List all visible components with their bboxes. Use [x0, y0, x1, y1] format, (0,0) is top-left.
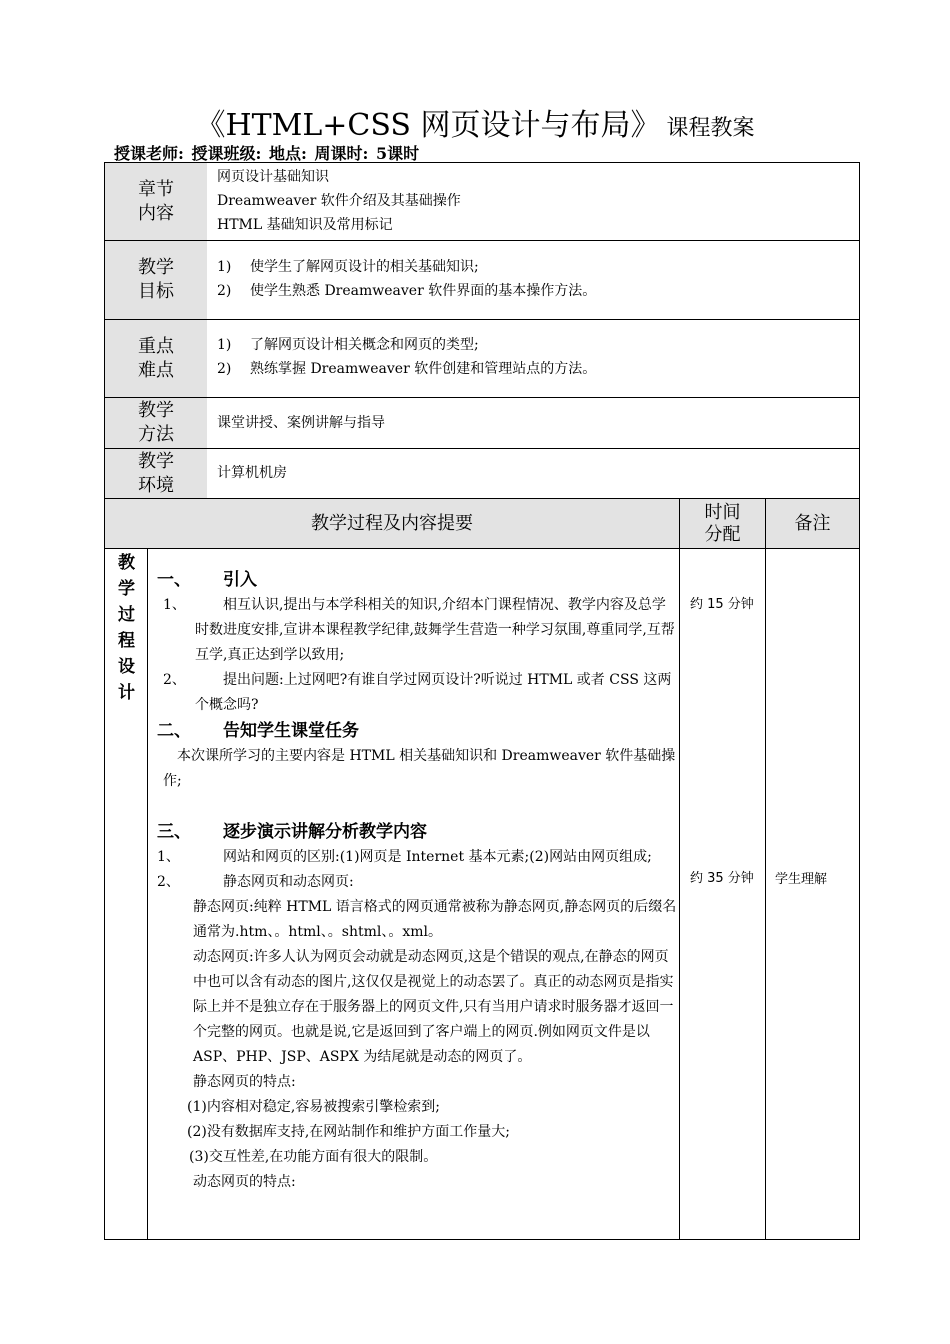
dynamic-features-title: 动态网页的特点: — [193, 1174, 296, 1190]
env-label: 教学 环境 — [105, 449, 207, 498]
process-body — [157, 567, 677, 1195]
static-feature-1: (1)内容相对稳定,容易被搜索引擎检索到; — [187, 1099, 440, 1115]
section-task: 二、 告知学生课堂任务 — [157, 721, 359, 741]
note-header: 备注 — [766, 499, 859, 548]
document-title — [0, 100, 950, 144]
demo-item-2: 2、 静态网页和动态网页: — [157, 874, 354, 890]
time-header: 时间 分配 — [680, 499, 765, 548]
goal-content: 1) 使学生了解网页设计的相关基础知识; 2) 使学生熟悉 Dreamweaver 软件界面的基本操作方法。 — [217, 259, 597, 299]
demo-item-1: 1、 网站和网页的区别:(1)网页是 Internet 基本元素;(2)网站由网页组成; — [157, 849, 652, 865]
title-main: 《HTML+CSS 网页设计与布局》 — [195, 108, 661, 143]
key-label: 重点 难点 — [105, 320, 207, 397]
key-content: 1) 了解网页设计相关概念和网页的类型; 2) 熟练掌握 Dreamweaver 软件创建和管理站点的方法。 — [217, 337, 597, 377]
static-definition: 静态网页:纯粹 HTML 语言格式的网页通常被称为静态网页,静态网页的后缀名通常为.htm、。html、。shtml、。xml。 — [193, 899, 677, 940]
static-features-title: 静态网页的特点: — [193, 1074, 296, 1090]
teacher-label: 授课老师: — [114, 144, 184, 163]
method-label: 教学 方法 — [105, 398, 207, 448]
course-info-line — [114, 141, 421, 164]
place-label: 地点: — [269, 144, 307, 163]
class-label: 授课班级: — [191, 144, 262, 163]
dynamic-definition: 动态网页:许多人认为网页会动就是动态网页,这是个错误的观点,在静态的网页中也可以含有动态的图片,这仅仅是视觉上的动态罢了。真正的动态网页是指实际上并不是独立存在于服务器上的网页文件,只有当用户请求时服务器才返回一个完整的网页。也就是说,它是返回到了客户端上的网页.例如网页文件是以 ASP、PHP、JSP、ASPX 为结尾就是动态的网页了。 — [193, 949, 674, 1065]
hours-value: 5课时 — [376, 144, 420, 163]
section-demo: 三、 逐步演示讲解分析教学内容 — [157, 822, 427, 842]
env-content: 计算机机房 — [217, 465, 287, 481]
static-feature-3: (3)交互性差,在功能方面有很大的限制。 — [189, 1149, 438, 1165]
intro-item-1: 1、 相互认识,提出与本学科相关的知识,介绍本门课程情况、教学内容及总学时数进度安排,宣讲本课程教学纪律,鼓舞学生营造一种学习氛围,尊重同学,互帮互学,真正达到学以致用; — [163, 597, 675, 663]
task-text: 本次课所学习的主要内容是 HTML 相关基础知识和 Dreamweaver 软件基础操作; — [163, 748, 676, 789]
note-understand: 学生理解 — [775, 872, 828, 887]
intro-item-2: 2、 提出问题:上过网吧?有谁自学过网页设计?听说过 HTML 或者 CSS 这两个概念吗? — [163, 672, 672, 713]
title-sub: 课程教案 — [666, 116, 755, 141]
time-demo: 约 35 分钟 — [690, 871, 754, 886]
goal-label: 教学 目标 — [105, 241, 207, 319]
lesson-plan-table — [104, 162, 860, 1240]
weekly-label: 周课时: — [314, 144, 369, 163]
chapter-content: 网页设计基础知识 Dreamweaver 软件介绍及其基础操作 HTML 基础知识及常用标记 — [217, 169, 461, 233]
process-header: 教学过程及内容提要 — [105, 499, 679, 548]
static-feature-2: (2)没有数据库支持,在网站制作和维护方面工作量大; — [187, 1124, 510, 1140]
method-content: 课堂讲授、案例讲解与指导 — [217, 415, 385, 431]
chapter-label: 章节 内容 — [105, 163, 207, 240]
time-intro: 约 15 分钟 — [690, 597, 754, 612]
section-intro: 一、 引入 — [157, 570, 257, 590]
process-design-label: 教 学 过 程 设 计 — [118, 553, 135, 703]
